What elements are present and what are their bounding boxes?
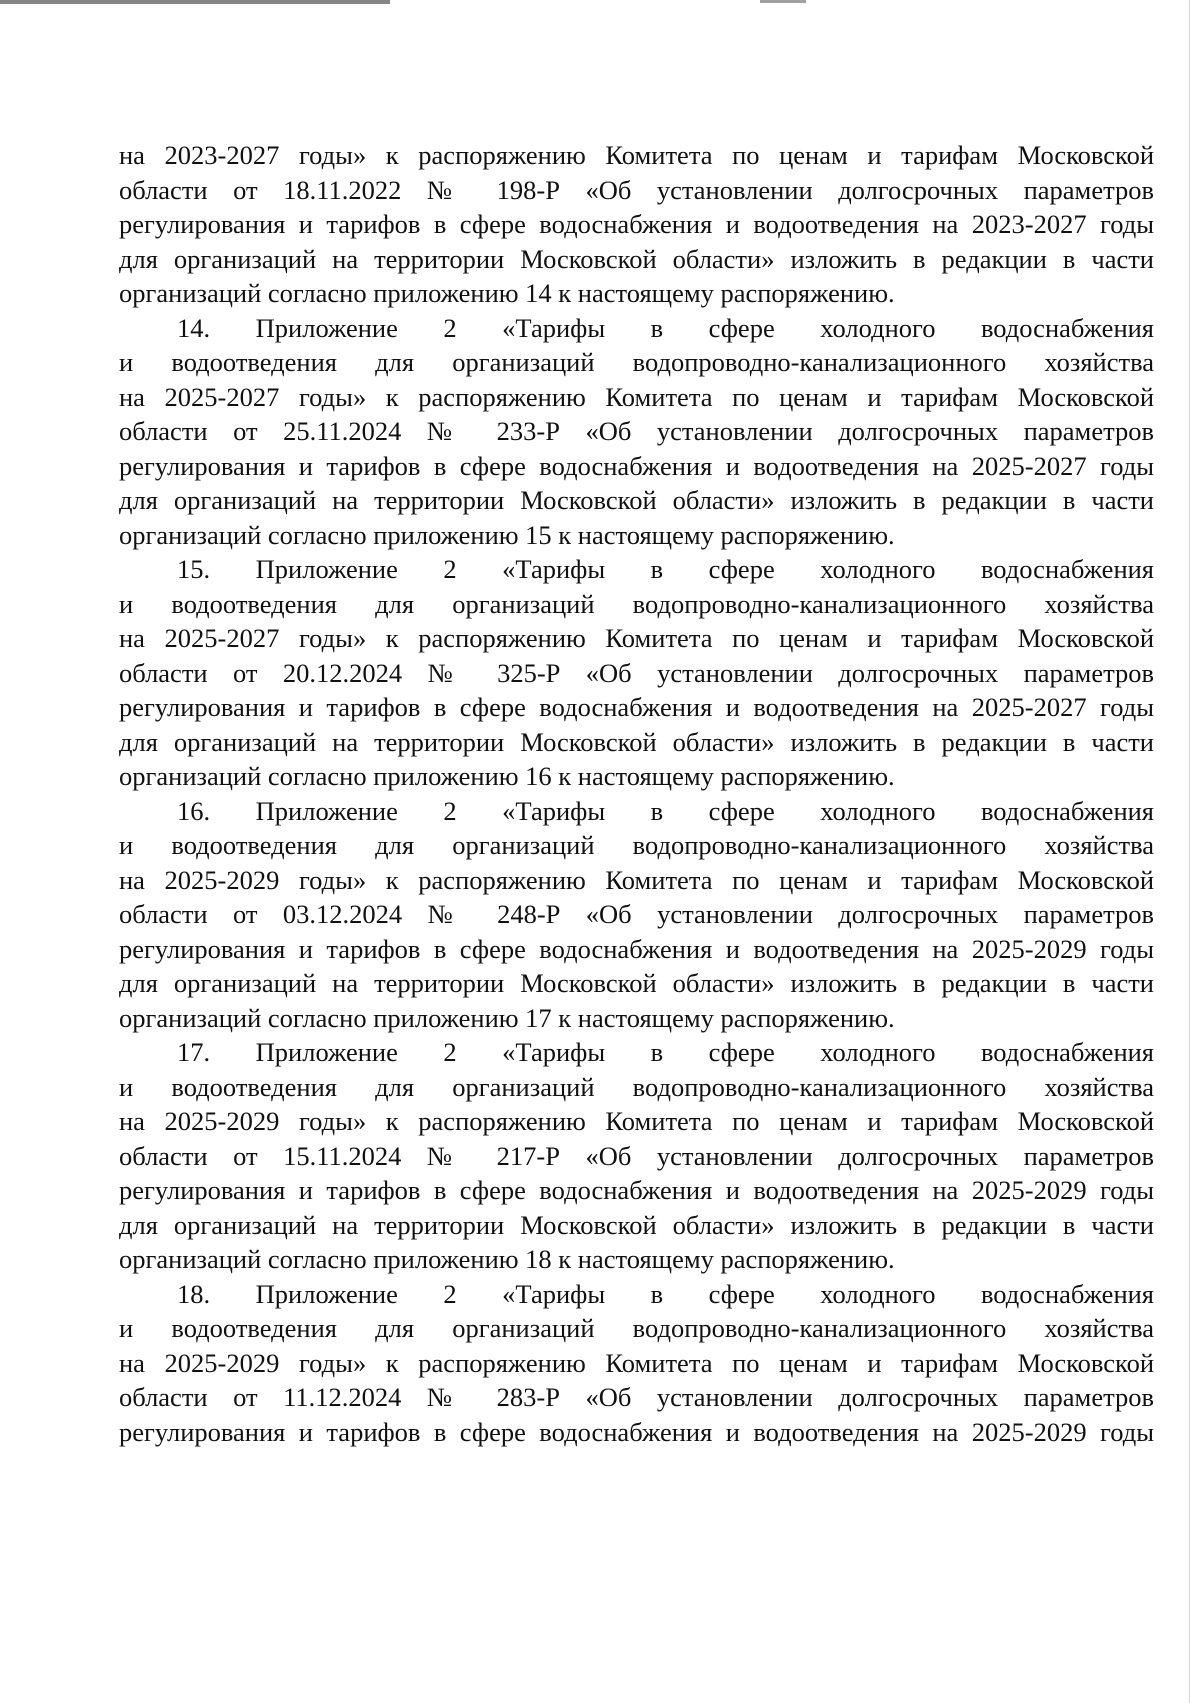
text-line: области от 11.12.2024 № 283-Р «Об установлении долгосрочных параметров <box>119 1382 1154 1412</box>
text-line: организаций согласно приложению 17 к настоящему распоряжению. <box>119 1002 895 1033</box>
text-line: и водоотведения для организаций водопроводно-канализационного хозяйства <box>119 1313 1154 1343</box>
text-line: и водоотведения для организаций водопроводно-канализационного хозяйства <box>119 588 1154 619</box>
text-line: организаций согласно приложению 18 к настоящему распоряжению. <box>119 1244 895 1274</box>
text-line: на 2025-2027 годы» к распоряжению Комитета по ценам и тарифам Московской <box>119 381 1154 412</box>
text-line: области от 03.12.2024 № 248-Р «Об установлении долгосрочных параметров <box>119 899 1154 929</box>
text-line: области от 20.12.2024 № 325-Р «Об установлении долгосрочных параметров <box>119 657 1154 688</box>
text-line: на 2025-2029 годы» к распоряжению Комитета по ценам и тарифам Московской <box>119 1106 1154 1136</box>
text-line: регулирования и тарифов в сфере водоснабжения и водоотведения на 2025-2027 годы <box>119 692 1154 722</box>
text-line: для организаций на территории Московской области» изложить в редакции в части <box>119 243 1154 274</box>
paragraph-14-first-line: 14. Приложение 2 «Тарифы в сфере холодного водоснабжения <box>177 312 1154 343</box>
scan-artifact-top-left <box>0 0 390 4</box>
paragraph-15-first-line: 15. Приложение 2 «Тарифы в сфере холодного водоснабжения <box>177 554 1154 584</box>
text-line: регулирования и тарифов в сфере водоснабжения и водоотведения на 2023-2027 годы <box>119 209 1154 239</box>
text-line: на 2025-2029 годы» к распоряжению Комитета по ценам и тарифам Московской <box>119 864 1154 895</box>
text-line: области от 25.11.2024 № 233-Р «Об установлении долгосрочных параметров <box>119 416 1154 446</box>
paragraph-17-first-line: 17. Приложение 2 «Тарифы в сфере холодного водоснабжения <box>177 1037 1154 1067</box>
text-line: организаций согласно приложению 16 к настоящему распоряжению. <box>119 761 895 791</box>
text-line: и водоотведения для организаций водопроводно-канализационного хозяйства <box>119 1071 1154 1102</box>
text-line: на 2025-2027 годы» к распоряжению Комитета по ценам и тарифам Московской <box>119 623 1154 653</box>
text-line: области от 18.11.2022 № 198-Р «Об установлении долгосрочных параметров <box>119 174 1154 205</box>
paragraph-16-first-line: 16. Приложение 2 «Тарифы в сфере холодного водоснабжения <box>177 795 1154 826</box>
text-line: регулирования и тарифов в сфере водоснабжения и водоотведения на 2025-2029 годы <box>119 933 1154 964</box>
text-line: области от 15.11.2024 № 217-Р «Об установлении долгосрочных параметров <box>119 1140 1154 1171</box>
text-line: на 2023-2027 годы» к распоряжению Комитета по ценам и тарифам Московской <box>119 140 1154 170</box>
document-body <box>119 138 1154 1449</box>
text-line: для организаций на территории Московской области» изложить в редакции в части <box>119 485 1154 515</box>
text-line: на 2025-2029 годы» к распоряжению Комитета по ценам и тарифам Московской <box>119 1347 1154 1378</box>
text-line: для организаций на территории Московской области» изложить в редакции в части <box>119 1209 1154 1240</box>
text-line: для организаций на территории Московской области» изложить в редакции в части <box>119 726 1154 757</box>
scan-artifact-right-edge <box>1189 0 1190 1703</box>
text-line: организаций согласно приложению 15 к настоящему распоряжению. <box>119 519 895 550</box>
text-line: и водоотведения для организаций водопроводно-канализационного хозяйства <box>119 347 1154 377</box>
text-line: организаций согласно приложению 14 к настоящему распоряжению. <box>119 278 895 308</box>
text-line: регулирования и тарифов в сфере водоснабжения и водоотведения на 2025-2027 годы <box>119 450 1154 481</box>
paragraph-18-first-line: 18. Приложение 2 «Тарифы в сфере холодного водоснабжения <box>177 1278 1154 1309</box>
text-line: и водоотведения для организаций водопроводно-канализационного хозяйства <box>119 830 1154 860</box>
text-line: регулирования и тарифов в сфере водоснабжения и водоотведения на 2025-2029 годы <box>119 1175 1154 1205</box>
text-line: для организаций на территории Московской области» изложить в редакции в части <box>119 968 1154 998</box>
scan-artifact-top-mid <box>760 0 806 3</box>
text-line: регулирования и тарифов в сфере водоснабжения и водоотведения на 2025-2029 годы <box>119 1416 1154 1447</box>
